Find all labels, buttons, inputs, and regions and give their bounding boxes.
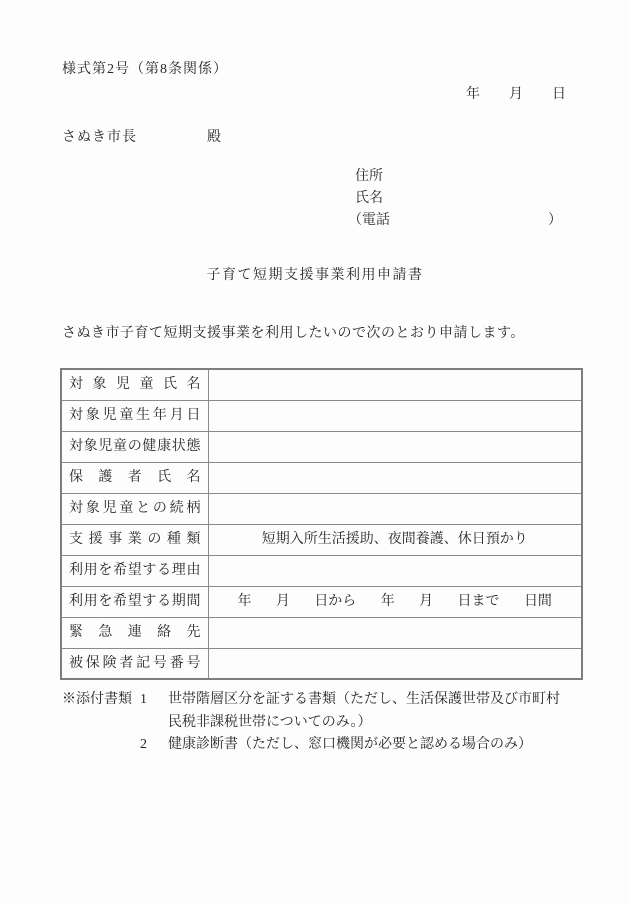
date-line: [466, 86, 566, 104]
table-row: [61, 369, 582, 400]
table-row: [61, 431, 582, 462]
row-value-relationship: [208, 493, 582, 524]
period-year-to-label: 年: [380, 593, 395, 609]
addressee-honorific: 殿: [207, 130, 222, 145]
date-month-label: 月: [509, 87, 523, 102]
attachments-note-items: [140, 689, 560, 757]
period-month-to-label: 月: [419, 593, 434, 609]
phone-open-label: （電話: [348, 213, 390, 228]
phone-fill-space: [390, 210, 548, 232]
note-item-2: [140, 734, 560, 757]
period-month-from-label: 月: [275, 593, 290, 609]
table-row: [61, 462, 582, 493]
table-row: [61, 400, 582, 431]
note-item-1-number: 1: [140, 692, 147, 707]
row-label-child-health: 対象児童の健康状態: [61, 431, 208, 462]
date-year-label: 年: [466, 87, 480, 102]
period-total-days-label: 日間: [523, 593, 552, 609]
addressee-name: さぬき市長: [62, 130, 137, 145]
note-item-1-line-2: 民税非課税世帯についてのみ。）: [168, 714, 372, 730]
document-title: 子育て短期支援事業利用申請書: [206, 268, 424, 283]
sender-address-label: 住所: [355, 169, 383, 184]
table-row: [61, 524, 582, 555]
application-table: [60, 368, 583, 680]
row-label-emergency-contact: 緊急連絡先: [61, 617, 208, 648]
sender-name-label: 氏名: [355, 191, 383, 206]
row-value-emergency-contact: [208, 617, 582, 648]
row-label-service-type: 支援事業の種類: [61, 524, 208, 555]
table-row: [61, 493, 582, 524]
addressee-line: [62, 129, 222, 147]
note-item-1: [140, 689, 560, 734]
sender-phone-line: [348, 210, 562, 232]
row-label-guardian-name: 保護者氏名: [61, 462, 208, 493]
row-label-period: 利用を希望する期間: [61, 586, 208, 617]
note-item-2-line-1: 健康診断書（ただし、窓口機関が必要と認める場合のみ）: [168, 737, 532, 752]
table-row: [61, 617, 582, 648]
date-day-label: 日: [552, 87, 566, 102]
table-row: [61, 555, 582, 586]
period-year-from-label: 年: [237, 593, 252, 609]
row-value-guardian-name: [208, 462, 582, 493]
row-label-relationship: 対象児童との続柄: [61, 493, 208, 524]
note-item-1-line-1: 世帯階層区分を証する書類（ただし、生活保護世帯及び市町村: [168, 692, 560, 707]
row-value-child-health: [208, 431, 582, 462]
intro-sentence: さぬき市子育て短期支援事業を利用したいので次のとおり申請します。: [62, 326, 525, 341]
sender-block: [348, 166, 562, 232]
table-row: [61, 648, 582, 679]
form-number: 様式第2号（第8条関係）: [62, 62, 228, 77]
attachments-note-marker: ※添付書類: [62, 692, 132, 707]
row-value-service-type: 短期入所生活援助、夜間養護、休日預かり: [208, 524, 582, 555]
attachments-note: [62, 689, 560, 757]
period-day-from-label: 日から: [314, 593, 357, 609]
period-day-to-label: 日まで: [457, 593, 500, 609]
row-value-child-birthdate: [208, 400, 582, 431]
row-value-child-name: [208, 369, 582, 400]
period-date-blanks: [216, 587, 575, 617]
table-row: [61, 586, 582, 617]
addressee-fill-space: [137, 129, 207, 147]
phone-close-paren: ）: [548, 213, 562, 228]
note-item-2-number: 2: [140, 737, 147, 752]
row-label-child-name: 対象児童氏名: [61, 369, 208, 400]
note-item-2-text: [168, 734, 532, 757]
row-value-insured-number: [208, 648, 582, 679]
row-value-reason: [208, 555, 582, 586]
note-item-1-text: [168, 689, 560, 734]
row-value-period: [208, 586, 582, 617]
row-label-reason: 利用を希望する理由: [61, 555, 208, 586]
row-label-insured-number: 被保険者記号番号: [61, 648, 208, 679]
row-label-child-birthdate: 対象児童生年月日: [61, 400, 208, 431]
